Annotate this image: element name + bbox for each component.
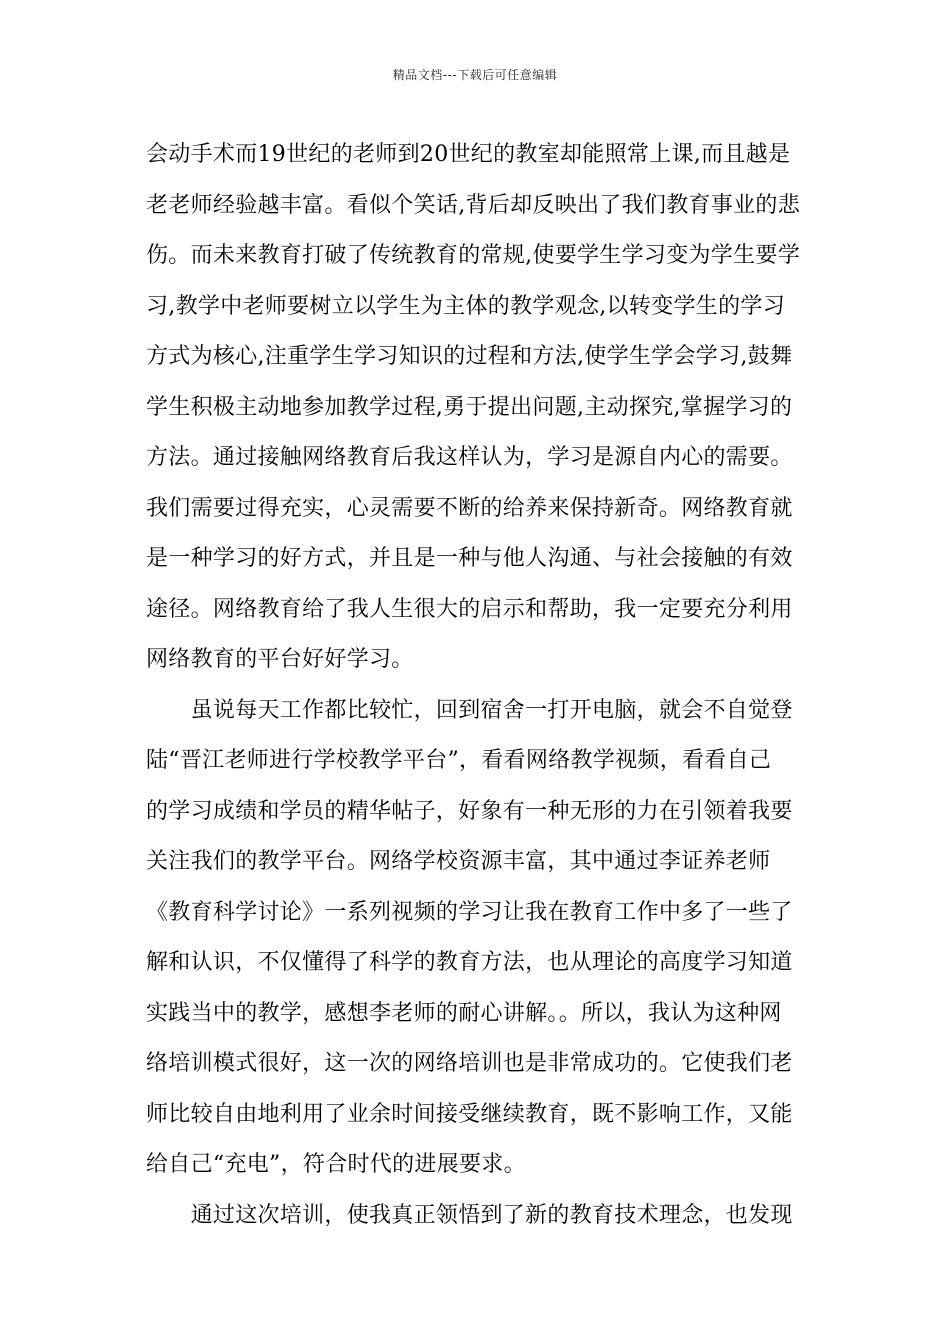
page-header: 精品文档---下载后可任意编辑 — [392, 68, 558, 82]
text-line: 给自己“充电”，符合时代的进展要求。 — [146, 1152, 526, 1177]
text-line: 虽说每天工作都比较忙，回到宿舍一打开电脑，就会不自觉登 — [146, 697, 793, 723]
text-line: 老老师经验越丰富。看似个笑话,背后却反映出了我们教育事业的悲 — [146, 192, 800, 218]
text-line: 网络教育的平台好好学习。 — [146, 647, 414, 672]
text-line: 络培训模式很好，这一次的网络培训也是非常成功的。它使我们老 — [146, 1051, 793, 1076]
text-line: 伤。而未来教育打破了传统教育的常规,使要学生学习变为学生要学 — [146, 243, 800, 268]
text-line: 解和认识，不仅懂得了科学的教育方法，也从理论的高度学习知道 — [146, 950, 793, 975]
body-text — [146, 130, 806, 1241]
text-line: 会动手术而19世纪的老师到20世纪的教室却能照常上课,而且越是 — [146, 142, 791, 167]
text-line: 通过这次培训，使我真正领悟到了新的教育技术理念，也发现 — [146, 1202, 793, 1228]
text-line: 方法。通过接触网络教育后我这样认为，学习是源自内心的需要。 — [146, 445, 793, 470]
text-line: 方式为核心,注重学生学习知识的过程和方法,使学生学会学习,鼓舞 — [146, 344, 793, 369]
text-line: 学生积极主动地参加教学过程,勇于提出问题,主动探究,掌握学习的 — [146, 394, 793, 420]
text-line: 是一种学习的好方式，并且是一种与他人沟通、与社会接触的有效 — [146, 546, 793, 571]
text-line: 陆“晋江老师进行学校教学平台”，看看网络教学视频，看看自己 — [146, 748, 772, 773]
text-line: 的学习成绩和学员的精华帖子，好象有一种无形的力在引领着我要 — [146, 798, 793, 824]
text-line: 师比较自由地利用了业余时间接受继续教育，既不影响工作，又能 — [146, 1101, 793, 1127]
text-line: 关注我们的教学平台。网络学校资源丰富，其中通过李证养老师 — [146, 849, 771, 874]
text-line: 习,教学中老师要树立以学生为主体的教学观念,以转变学生的学习 — [146, 293, 785, 319]
text-line: 《教育科学讨论》一系列视频的学习让我在教育工作中多了一些了 — [146, 899, 793, 925]
text-line: 我们需要过得充实，心灵需要不断的给养来保持新奇。网络教育就 — [146, 495, 793, 521]
text-line: 途径。网络教育给了我人生很大的启示和帮助，我一定要充分利用 — [146, 596, 793, 622]
text-line: 实践当中的教学，感想李老师的耐心讲解。。所以，我认为这种网 — [146, 1000, 782, 1026]
